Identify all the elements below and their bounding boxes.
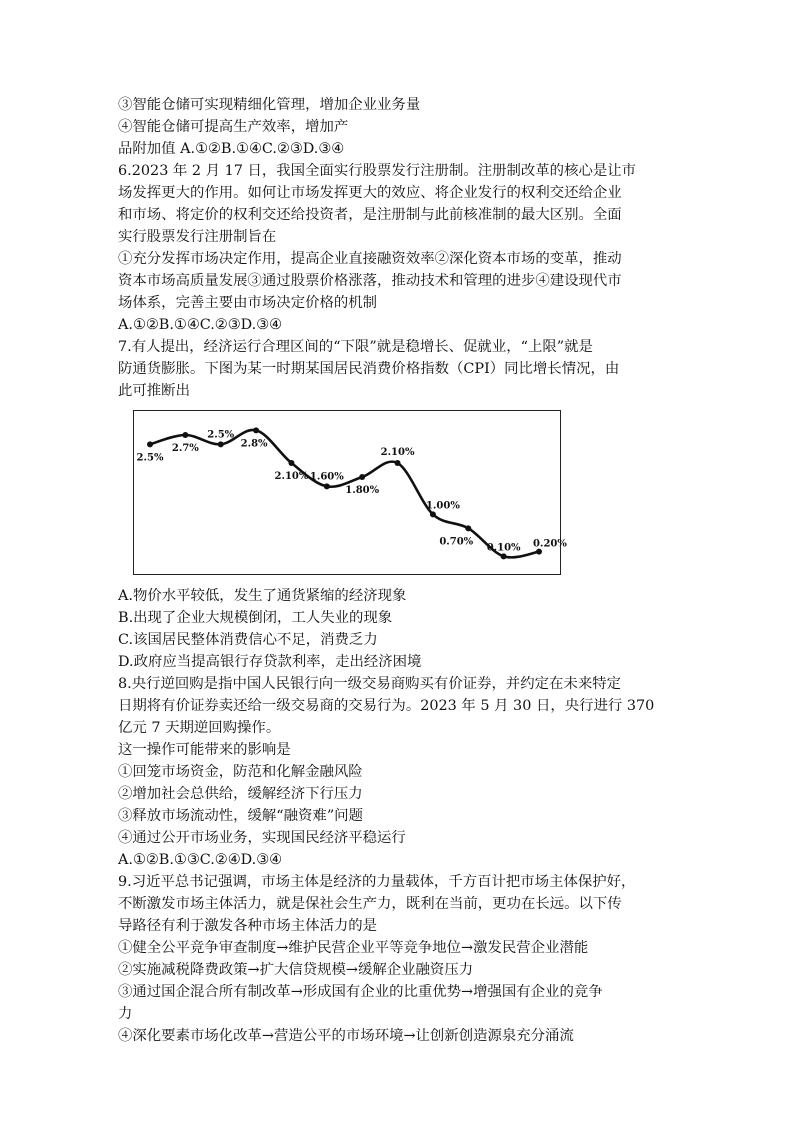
text-line: 资本市场高质量发展③通过股票价格涨落，推动技术和管理的进步④建设现代市 bbox=[118, 273, 622, 289]
text-line: 这一操作可能带来的影响是 bbox=[118, 742, 291, 758]
data-point bbox=[465, 525, 471, 531]
data-label: 2.10% bbox=[274, 471, 309, 482]
text-line: 力 bbox=[118, 1006, 133, 1022]
option-b: B.出现了企业大规模倒闭，工人失业的现象 bbox=[118, 610, 393, 626]
answer-options: A.①②B.①④C.②③D.③④ bbox=[118, 317, 282, 333]
data-label: 0.10% bbox=[486, 542, 521, 554]
cpi-chart bbox=[133, 410, 567, 575]
data-point bbox=[253, 427, 259, 433]
text-line: ①回笼市场资金，防范和化解金融风险 bbox=[118, 764, 363, 780]
data-label: 1.80% bbox=[345, 485, 380, 496]
data-label: 1.60% bbox=[309, 471, 344, 483]
text-line: 防通货膨胀。下图为某一时期某国居民消费价格指数（CPI）同比增长情况，由 bbox=[118, 361, 620, 377]
option-a: A.物价水平较低，发生了通货紧缩的经济现象 bbox=[118, 588, 407, 604]
question-6-line: 6.2023 年 2 月 17 日，我国全面实行股票发行注册制。注册制改革的核心是让市 bbox=[118, 163, 637, 179]
question-9-line: 9.习近平总书记强调，市场主体是经济的力量载体，千方百计把市场主体保护好， bbox=[118, 874, 636, 890]
data-label: 1.00% bbox=[425, 500, 460, 512]
data-point bbox=[147, 441, 153, 447]
data-label: 2.10% bbox=[380, 447, 415, 458]
answer-options: A.①②B.①③C.②④D.③④ bbox=[118, 852, 282, 868]
text-line: ①充分发挥市场决定作用，提高企业直接融资效率②深化资本市场的变革，推动 bbox=[118, 251, 622, 267]
data-label: 2.8% bbox=[240, 438, 268, 450]
option-c: C.该国居民整体消费信心不足，消费乏力 bbox=[118, 632, 378, 648]
document-body bbox=[118, 94, 678, 1047]
data-point bbox=[218, 441, 224, 447]
text-line: 此可推断出 bbox=[118, 383, 190, 399]
text-line: 不断激发市场主体活力，就是保社会生产力，既利在当前，更功在长远。以下传 bbox=[118, 896, 622, 912]
option-d: D.政府应当提高银行存贷款利率，走出经济困境 bbox=[118, 654, 422, 670]
text-line: ③通过国企混合所有制改革→形成国有企业的比重优势→增强国有企业的竞争 bbox=[118, 984, 603, 1000]
data-point bbox=[324, 483, 330, 489]
question-8-line: 8.央行逆回购是指中国人民银行向一级交易商购买有价证券，并约定在未来特定 bbox=[118, 676, 622, 692]
data-label: 2.7% bbox=[171, 443, 199, 454]
text-line: ①健全公平竞争审查制度→维护民营企业平等竞争地位→激发民营企业潜能 bbox=[118, 940, 589, 956]
question-7-line: 7.有人提出，经济运行合理区间的“下限”就是稳增长、促就业，“上限”就是 bbox=[118, 339, 593, 355]
text-line: 场体系，完善主要由市场决定价格的机制 bbox=[118, 295, 378, 311]
text-block-after-chart bbox=[118, 585, 678, 1047]
data-label: 2.5% bbox=[207, 429, 235, 441]
data-point bbox=[359, 474, 365, 480]
text-block-before-chart bbox=[118, 94, 678, 402]
text-line: ④深化要素市场化改革→营造公平的市场环境→让创新创造源泉充分涌流 bbox=[118, 1028, 574, 1044]
text-line: 实行股票发行注册制旨在 bbox=[118, 229, 277, 245]
text-line: 亿元 7 天期逆回购操作。 bbox=[118, 720, 281, 736]
text-line: 日期将有价证券卖还给一级交易商的交易行为。2023 年 5 月 30 日，央行进行 370 bbox=[118, 698, 655, 714]
text-line: ③智能仓储可实现精细化管理，增加企业业务量 bbox=[118, 97, 421, 113]
text-line: ②实施减税降费政策→扩大信贷规模→缓解企业融资压力 bbox=[118, 962, 474, 978]
text-line: ④通过公开市场业务，实现国民经济平稳运行 bbox=[118, 830, 406, 846]
data-label: 0.70% bbox=[439, 536, 474, 548]
text-line: ④智能仓储可提高生产效率，增加产 bbox=[118, 119, 349, 135]
data-point bbox=[501, 553, 507, 559]
data-point bbox=[288, 460, 294, 466]
text-line: 导路径有利于激发各种市场主体活力的是 bbox=[118, 918, 378, 934]
cpi-line-chart bbox=[134, 411, 567, 573]
data-point bbox=[182, 432, 188, 438]
data-point bbox=[430, 511, 436, 517]
data-point bbox=[395, 460, 401, 466]
text-line: 品附加值 A.①②B.①④C.②③D.③④ bbox=[118, 141, 345, 157]
text-line: 和市场、将定价的权利交还给投资者，是注册制与此前核准制的最大区别。全面 bbox=[118, 207, 622, 223]
data-label: 0.20% bbox=[533, 538, 567, 550]
text-line: 场发挥更大的作用。如何让市场发挥更大的效应、将企业发行的权利交还给企业 bbox=[118, 185, 622, 201]
text-line: ②增加社会总供给，缓解经济下行压力 bbox=[118, 786, 363, 802]
data-label: 2.5% bbox=[136, 452, 164, 464]
text-line: ③释放市场流动性，缓解“融资难”问题 bbox=[118, 808, 363, 824]
